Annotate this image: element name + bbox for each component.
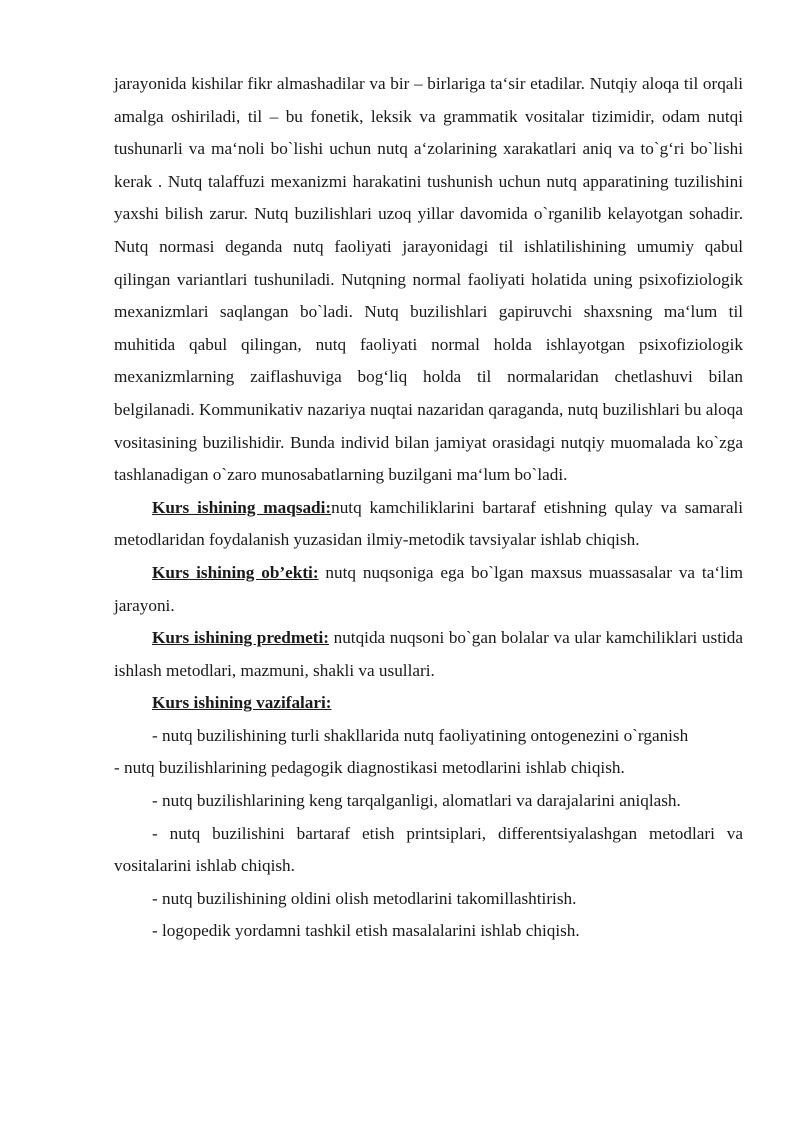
maqsad-label: Kurs ishining maqsadi: [152,497,332,517]
document-page [114,68,743,948]
obekt-paragraph [114,557,743,622]
predmet-text: nutqida nuqsoni bo`gan bolalar va ular kamchiliklari ustida ishlash metodlari, mazmuni, shakli va usullari. [114,628,743,680]
maqsad-paragraph [114,492,743,557]
obekt-text: nutq nuqsoniga ega bo`lgan maxsus muassasalar va ta‘lim jarayoni. [114,562,743,615]
maqsad-text: nutq kamchiliklarini bartaraf etishning qulay va samarali metodlaridan foydalanish yuzasidan ilmiy-metodik tavsiyalar ishlab chiqish. [114,497,744,550]
list-item: - nutq buzilishini bartaraf etish printsiplari, differentsiyalashgan metodlari va vositalarini ishlab chiqish. [114,823,743,876]
list-item: - nutq buzilishlarining keng tarqalganligi, alomatlari va darajalarini aniqlash. [152,791,681,811]
vazifalar-label: Kurs ishining vazifalari: [152,693,332,713]
obekt-label: Kurs ishining ob’ekti: [152,562,319,582]
intro-paragraph: jarayonida kishilar fikr almashadilar va bir – birlariga ta‘sir etadilar. Nutqiy aloqa til orqali amalga oshiriladi, til – bu fonetik, leksik va grammatik vositalar tizimidir, odam nutqi tushunarli va ma‘noli bo`lishi uchun nutq a‘zolarining xarakatlari aniq va to`g‘ri bo`lishi kerak . Nutq talaffuzi mexanizmi harakatini tushunish uchun nutq apparatining tuzilishini yaxshi bilish zarur. Nutq buzilishlari uzoq yillar davomida o`rganilib kelayotgan sohadir. Nutq normasi deganda nutq faoliyati jarayonidagi til ishlatilishining umumiy qabul qilingan variantlari tushuniladi. Nutqning normal faoliyati holatida uning psixofiziologik mexanizmlari saqlangan bo`ladi. Nutq buzilishlari gapiruvchi shaxsning ma‘lum til muhitida qabul qilingan, nutq faoliyati normal holda ishlayotgan psixofiziologik mexanizmlarning zaiflashuviga bog‘liq holda til normalaridan chetlashuvi bilan belgilanadi. Kommunikativ nazariya nuqtai nazaridan qaraganda, nutq buzilishlari bu aloqa vositasining buzilishidir. Bunda individ bilan jamiyat orasidagi nutqiy muomalada ko`zga tashlanadigan o`zaro munosabatlarning buzilgani ma‘lum bo`ladi. [114,74,743,485]
list-item: - logopedik yordamni tashkil etish masalalarini ishlab chiqish. [152,921,580,941]
list-item: - nutq buzilishining turli shakllarida nutq faoliyatining ontogenezini o`rganish [152,725,689,745]
list-item: - nutq buzilishining oldini olish metodlarini takomillashtirish. [152,888,577,908]
vazifalar-heading [114,687,743,720]
predmet-label: Kurs ishining predmeti: [152,628,329,648]
predmet-paragraph [114,622,743,687]
list-item: - nutq buzilishlarining pedagogik diagnostikasi metodlarini ishlab chiqish. [114,758,625,778]
